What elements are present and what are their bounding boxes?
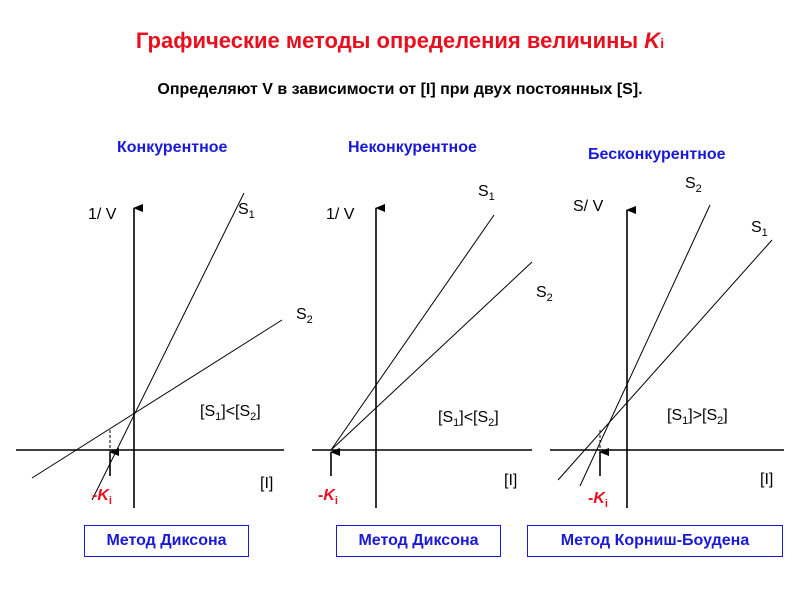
- condition-label: $[S_1]<[S_2]$: [438, 409, 499, 429]
- intercept-label: $-K_i$: [318, 487, 338, 507]
- line-s1: [558, 240, 772, 480]
- heading-uncompetitive: Бесконкурентное: [588, 146, 726, 163]
- graph-competitive: [16, 193, 313, 508]
- heading-noncompetitive: Неконкурентное: [348, 139, 477, 156]
- line-s1-label: $S_1$: [751, 219, 768, 239]
- method-box-cornish-bowden: Метод Корниш-Боудена: [527, 525, 783, 557]
- line-s1: [92, 193, 244, 500]
- y-axis-label: 1/ V: [88, 206, 117, 223]
- method-box-dixon-1: Метод Диксона: [84, 525, 249, 557]
- y-axis-label: S/ V: [573, 198, 604, 215]
- line-s2-label: $S_2$: [296, 306, 313, 326]
- line-s1-label: $S_1$: [238, 201, 255, 221]
- heading-competitive: Конкурентное: [117, 139, 228, 156]
- condition-label: $[S_1]>[S_2]$: [667, 407, 728, 427]
- title-k: K: [644, 28, 661, 53]
- x-axis-label: [I]: [760, 471, 774, 488]
- title-text: Графические методы определения величины: [135, 28, 645, 53]
- page-subtitle: Определяют V в зависимости от [I] при двух постоянных [S].: [157, 81, 643, 98]
- condition-label: $[S_1]<[S_2]$: [200, 403, 261, 423]
- line-s2: [32, 320, 282, 478]
- graph-uncompetitive: [550, 175, 784, 510]
- y-axis-label: 1/ V: [326, 206, 355, 223]
- line-s2: [580, 205, 710, 486]
- line-s2-label: $S_2$: [685, 175, 702, 195]
- intercept-label: $-K_i$: [92, 487, 112, 507]
- line-s1-label: $S_1$: [478, 183, 495, 203]
- graph-noncompetitive: [312, 183, 553, 508]
- intercept-label: $-K_i$: [588, 490, 608, 510]
- line-s2: [331, 262, 532, 450]
- title-k-sub: i: [660, 35, 665, 51]
- line-s2-label: $S_2$: [536, 284, 553, 304]
- x-axis-label: [I]: [504, 472, 518, 489]
- x-axis-label: [I]: [260, 475, 274, 492]
- method-box-dixon-2: Метод Диксона: [336, 525, 501, 557]
